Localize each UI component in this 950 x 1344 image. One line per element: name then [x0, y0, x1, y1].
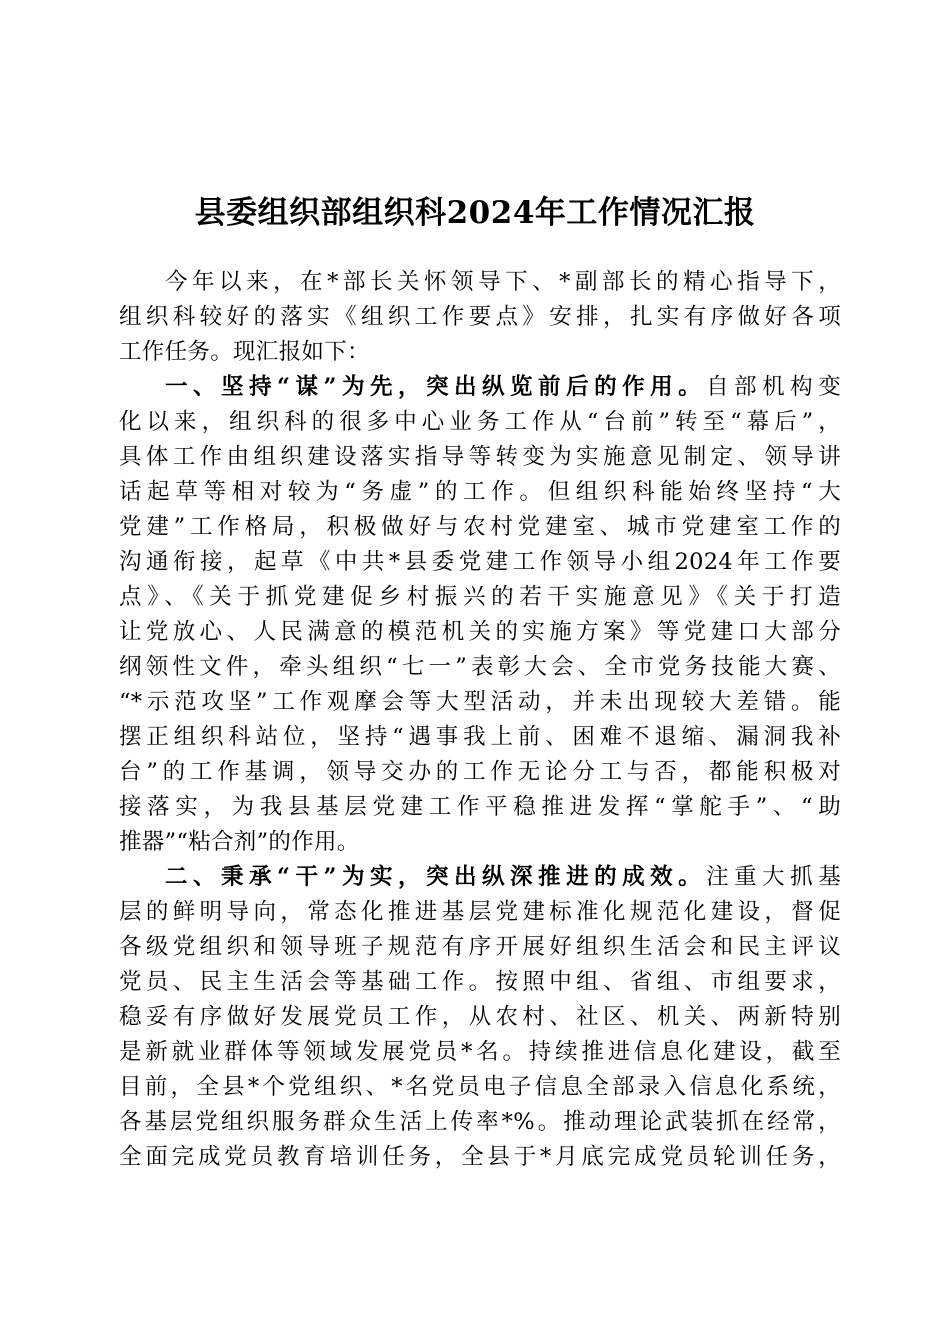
paragraph-line: 目前，全县*个党组织、*名党员电子信息全部录入信息化系统， — [119, 1074, 841, 1100]
paragraph-line: 稳妥有序做好发展党员工作，从农村、社区、机关、两新特别 — [119, 1004, 841, 1030]
paragraph-line: 是新就业群体等领域发展党员*名。持续推进信息化建设，截至 — [119, 1039, 841, 1065]
section-heading-line — [119, 860, 841, 895]
paragraph-line: 今年以来，在*部长关怀领导下、*副部长的精心指导下， — [165, 269, 841, 295]
paragraph-line: 党员、民主生活会等基础工作。按照中组、省组、市组要求， — [119, 969, 841, 995]
paragraph-line: 接落实，为我县基层党建工作平稳推进发挥“掌舵手”、“助 — [119, 794, 841, 820]
section-heading-1: 一、坚持“谋”为先，突出纵览前后的作用。 — [165, 374, 707, 400]
paragraph-line: 全面完成党员教育培训任务，全县于*月底完成党员轮训任务， — [119, 1144, 841, 1170]
paragraph-text: 自部机构变 — [706, 374, 841, 400]
paragraph-line: 让党放心、人民满意的模范机关的实施方案》等党建口大部分 — [119, 619, 841, 645]
paragraph-line: 化以来，组织科的很多中心业务工作从“台前”转至“幕后”， — [119, 409, 841, 435]
paragraph-line: 话起草等相对较为“务虚”的工作。但组织科能始终坚持“大 — [119, 479, 841, 505]
section-heading-2: 二、秉承“干”为实，突出纵深推进的成效。 — [165, 864, 707, 890]
paragraph-line: 具体工作由组织建设落实指导等转变为实施意见制定、领导讲 — [119, 444, 841, 470]
paragraph-line: 组织科较好的落实《组织工作要点》安排，扎实有序做好各项 — [119, 304, 841, 330]
paragraph-line: 各级党组织和领导班子规范有序开展好组织生活会和民主评议 — [119, 934, 841, 960]
paragraph-line: 工作任务。现汇报如下： — [119, 339, 370, 365]
document-title: 县委组织部组织科2024年工作情况汇报 — [194, 195, 756, 231]
section-heading-line — [119, 370, 841, 405]
paragraph-line: 纲领性文件，牵头组织“七一”表彰大会、全市党务技能大赛、 — [119, 654, 841, 680]
paragraph-line: 摆正组织科站位，坚持“遇事我上前、困难不退缩、漏洞我补 — [119, 724, 841, 750]
paragraph-line: 党建”工作格局，积极做好与农村党建室、城市党建室工作的 — [119, 514, 841, 540]
paragraph-line: 推器”“粘合剂”的作用。 — [119, 829, 360, 855]
paragraph-line: 层的鲜明导向，常态化推进基层党建标准化规范化建设，督促 — [119, 899, 841, 925]
paragraph-line: 各基层党组织服务群众生活上传率*%。推动理论武装抓在经常， — [119, 1109, 841, 1135]
paragraph-line: 点》、《关于抓党建促乡村振兴的若干实施意见》《关于打造 — [119, 584, 841, 610]
paragraph-line: 沟通衔接，起草《中共*县委党建工作领导小组2024年工作要 — [119, 549, 841, 575]
paragraph-line: “*示范攻坚”工作观摩会等大型活动，并未出现较大差错。能 — [119, 689, 841, 715]
paragraph-line: 台”的工作基调，领导交办的工作无论分工与否，都能积极对 — [119, 759, 841, 785]
paragraph-text: 注重大抓基 — [706, 864, 841, 890]
document-body — [119, 265, 841, 1175]
